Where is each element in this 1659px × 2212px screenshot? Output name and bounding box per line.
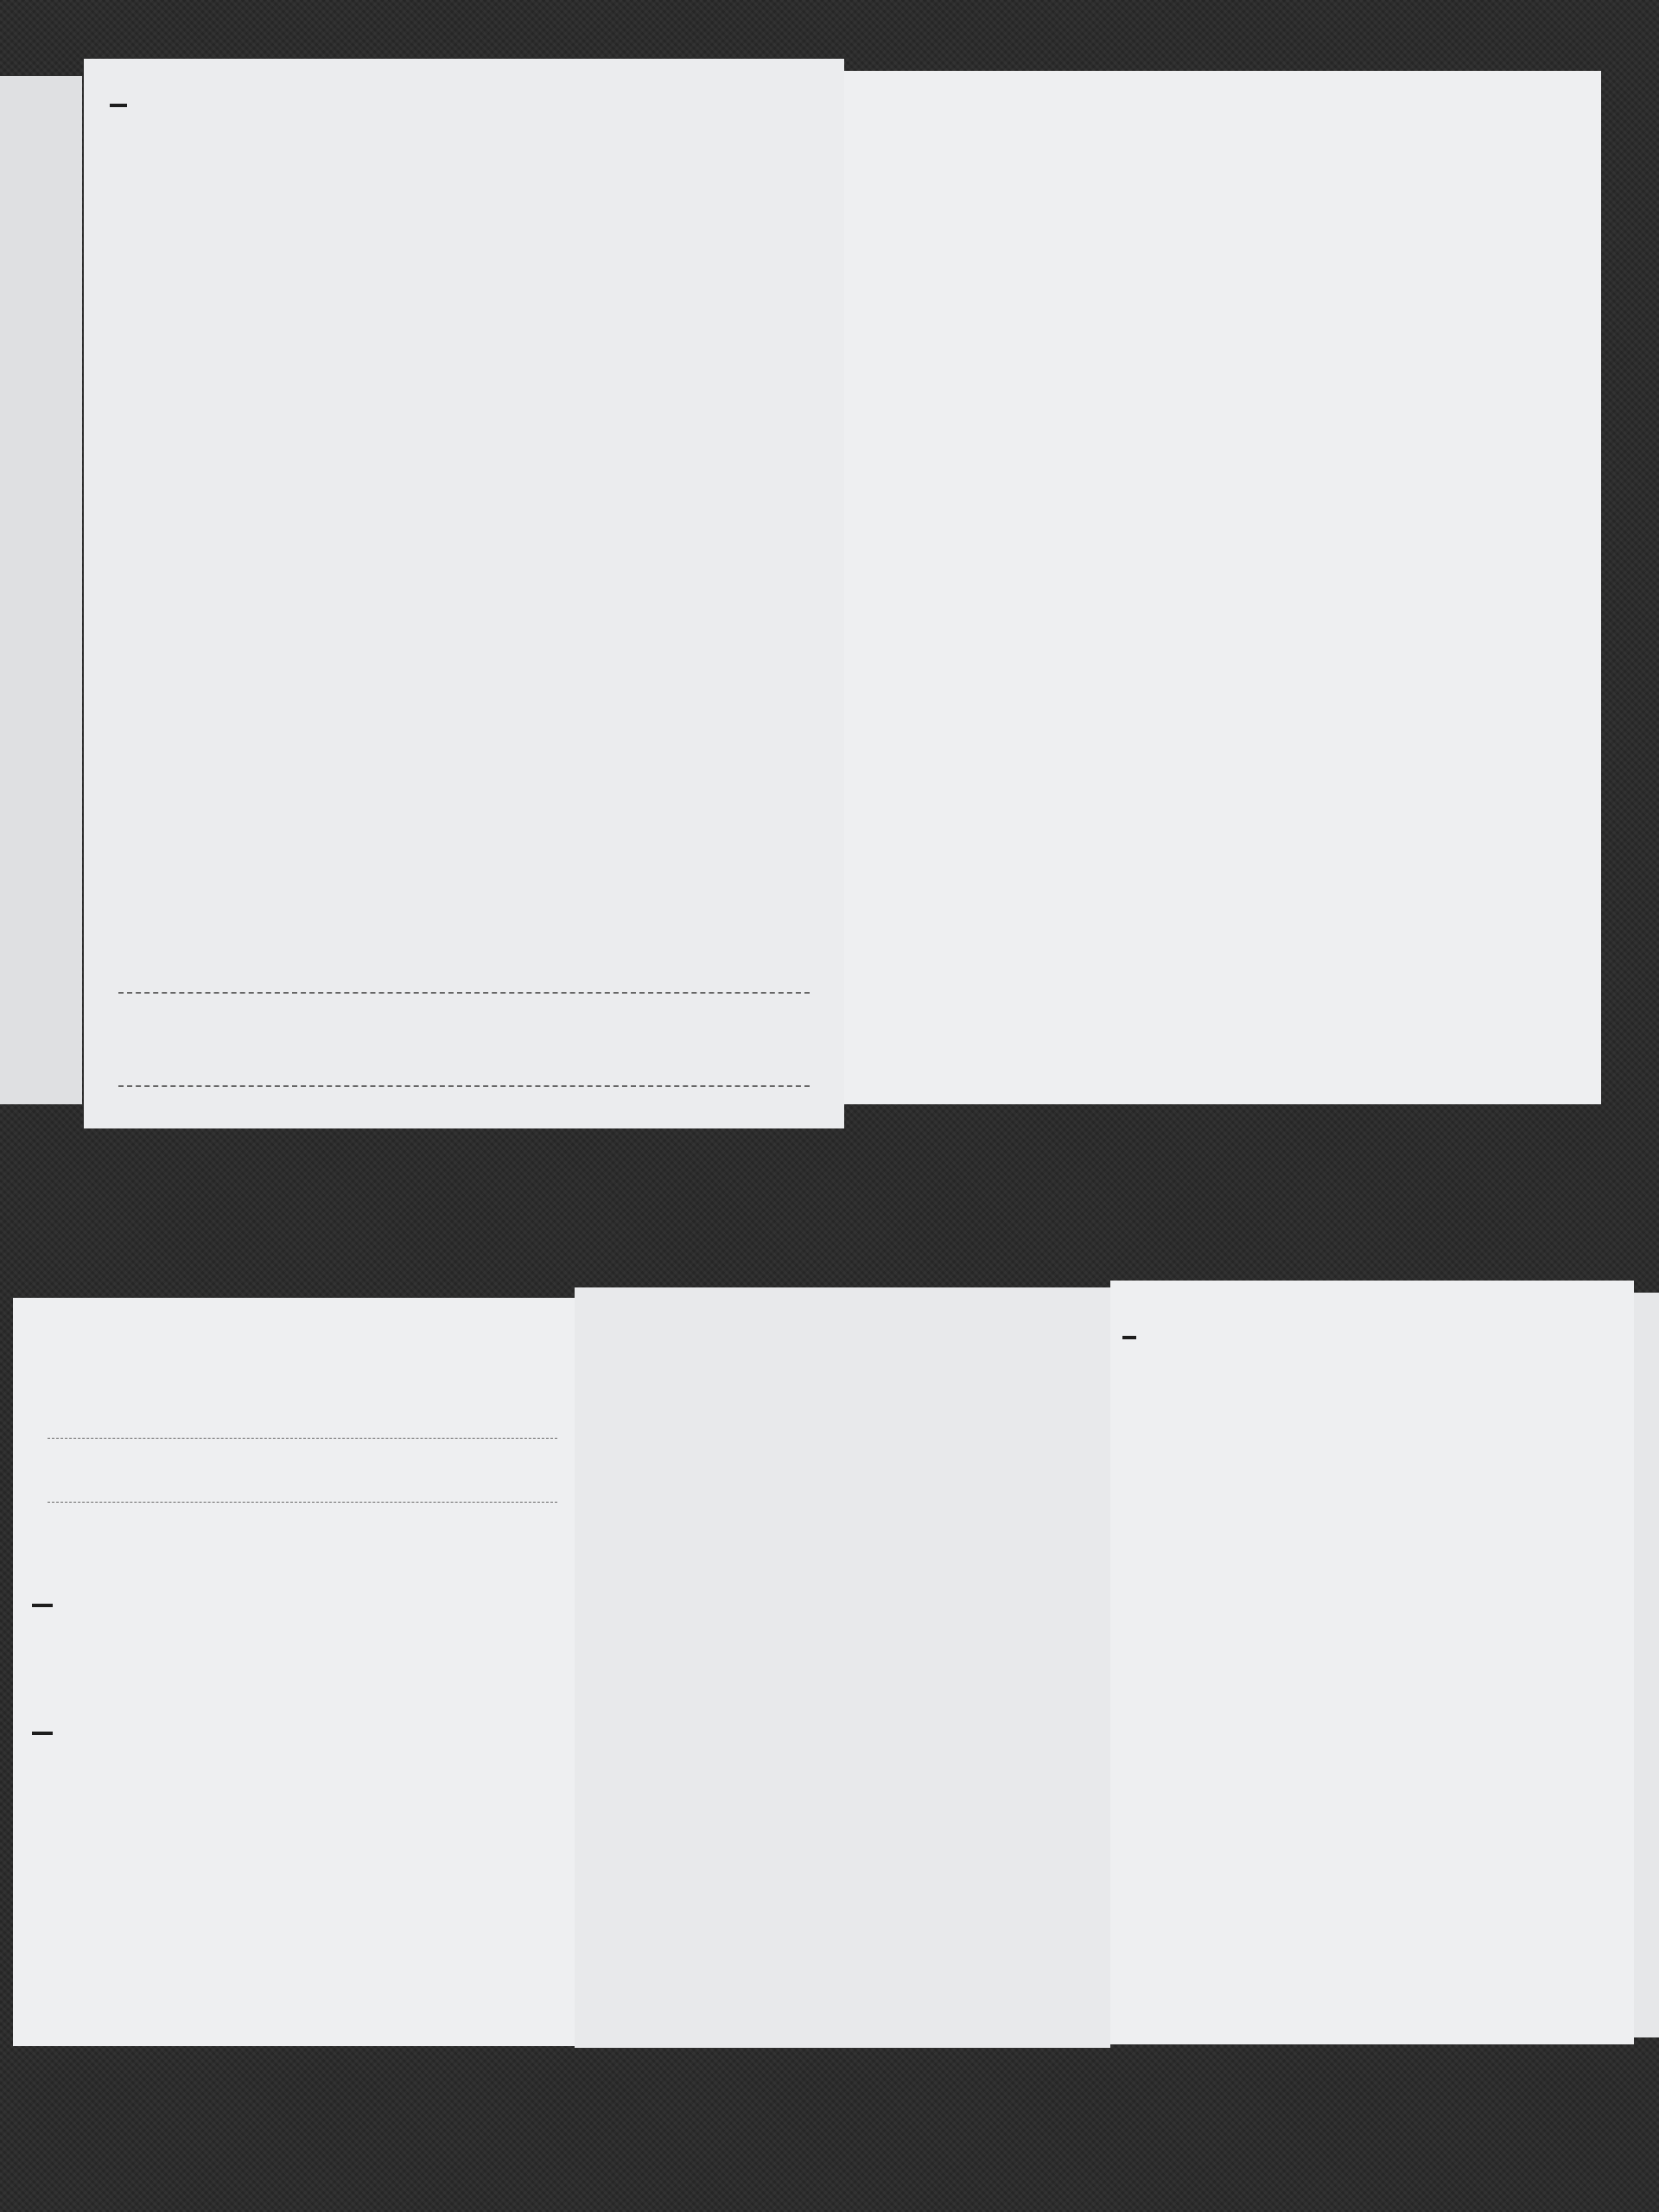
left-edge-fragments: [0, 76, 82, 1104]
dashed-divider: [118, 1085, 810, 1087]
accessories-title: [32, 1604, 53, 1607]
dashed-divider: [118, 992, 810, 994]
appendix-title: [1122, 1336, 1136, 1339]
section-header: [110, 104, 127, 107]
page-12: [575, 1287, 1110, 2048]
page-10: [844, 71, 1601, 1104]
troubleshooting-title: [32, 1732, 53, 1735]
next-page-sliver: [1634, 1293, 1659, 2037]
dashed-divider: [48, 1502, 557, 1503]
page-13: [1110, 1281, 1634, 2044]
right-edge-fragments: [1634, 1293, 1659, 2037]
previous-page-sliver: [0, 76, 82, 1104]
dashed-divider: [48, 1438, 557, 1439]
page-11: [13, 1298, 575, 2046]
page-9: [84, 59, 844, 1128]
